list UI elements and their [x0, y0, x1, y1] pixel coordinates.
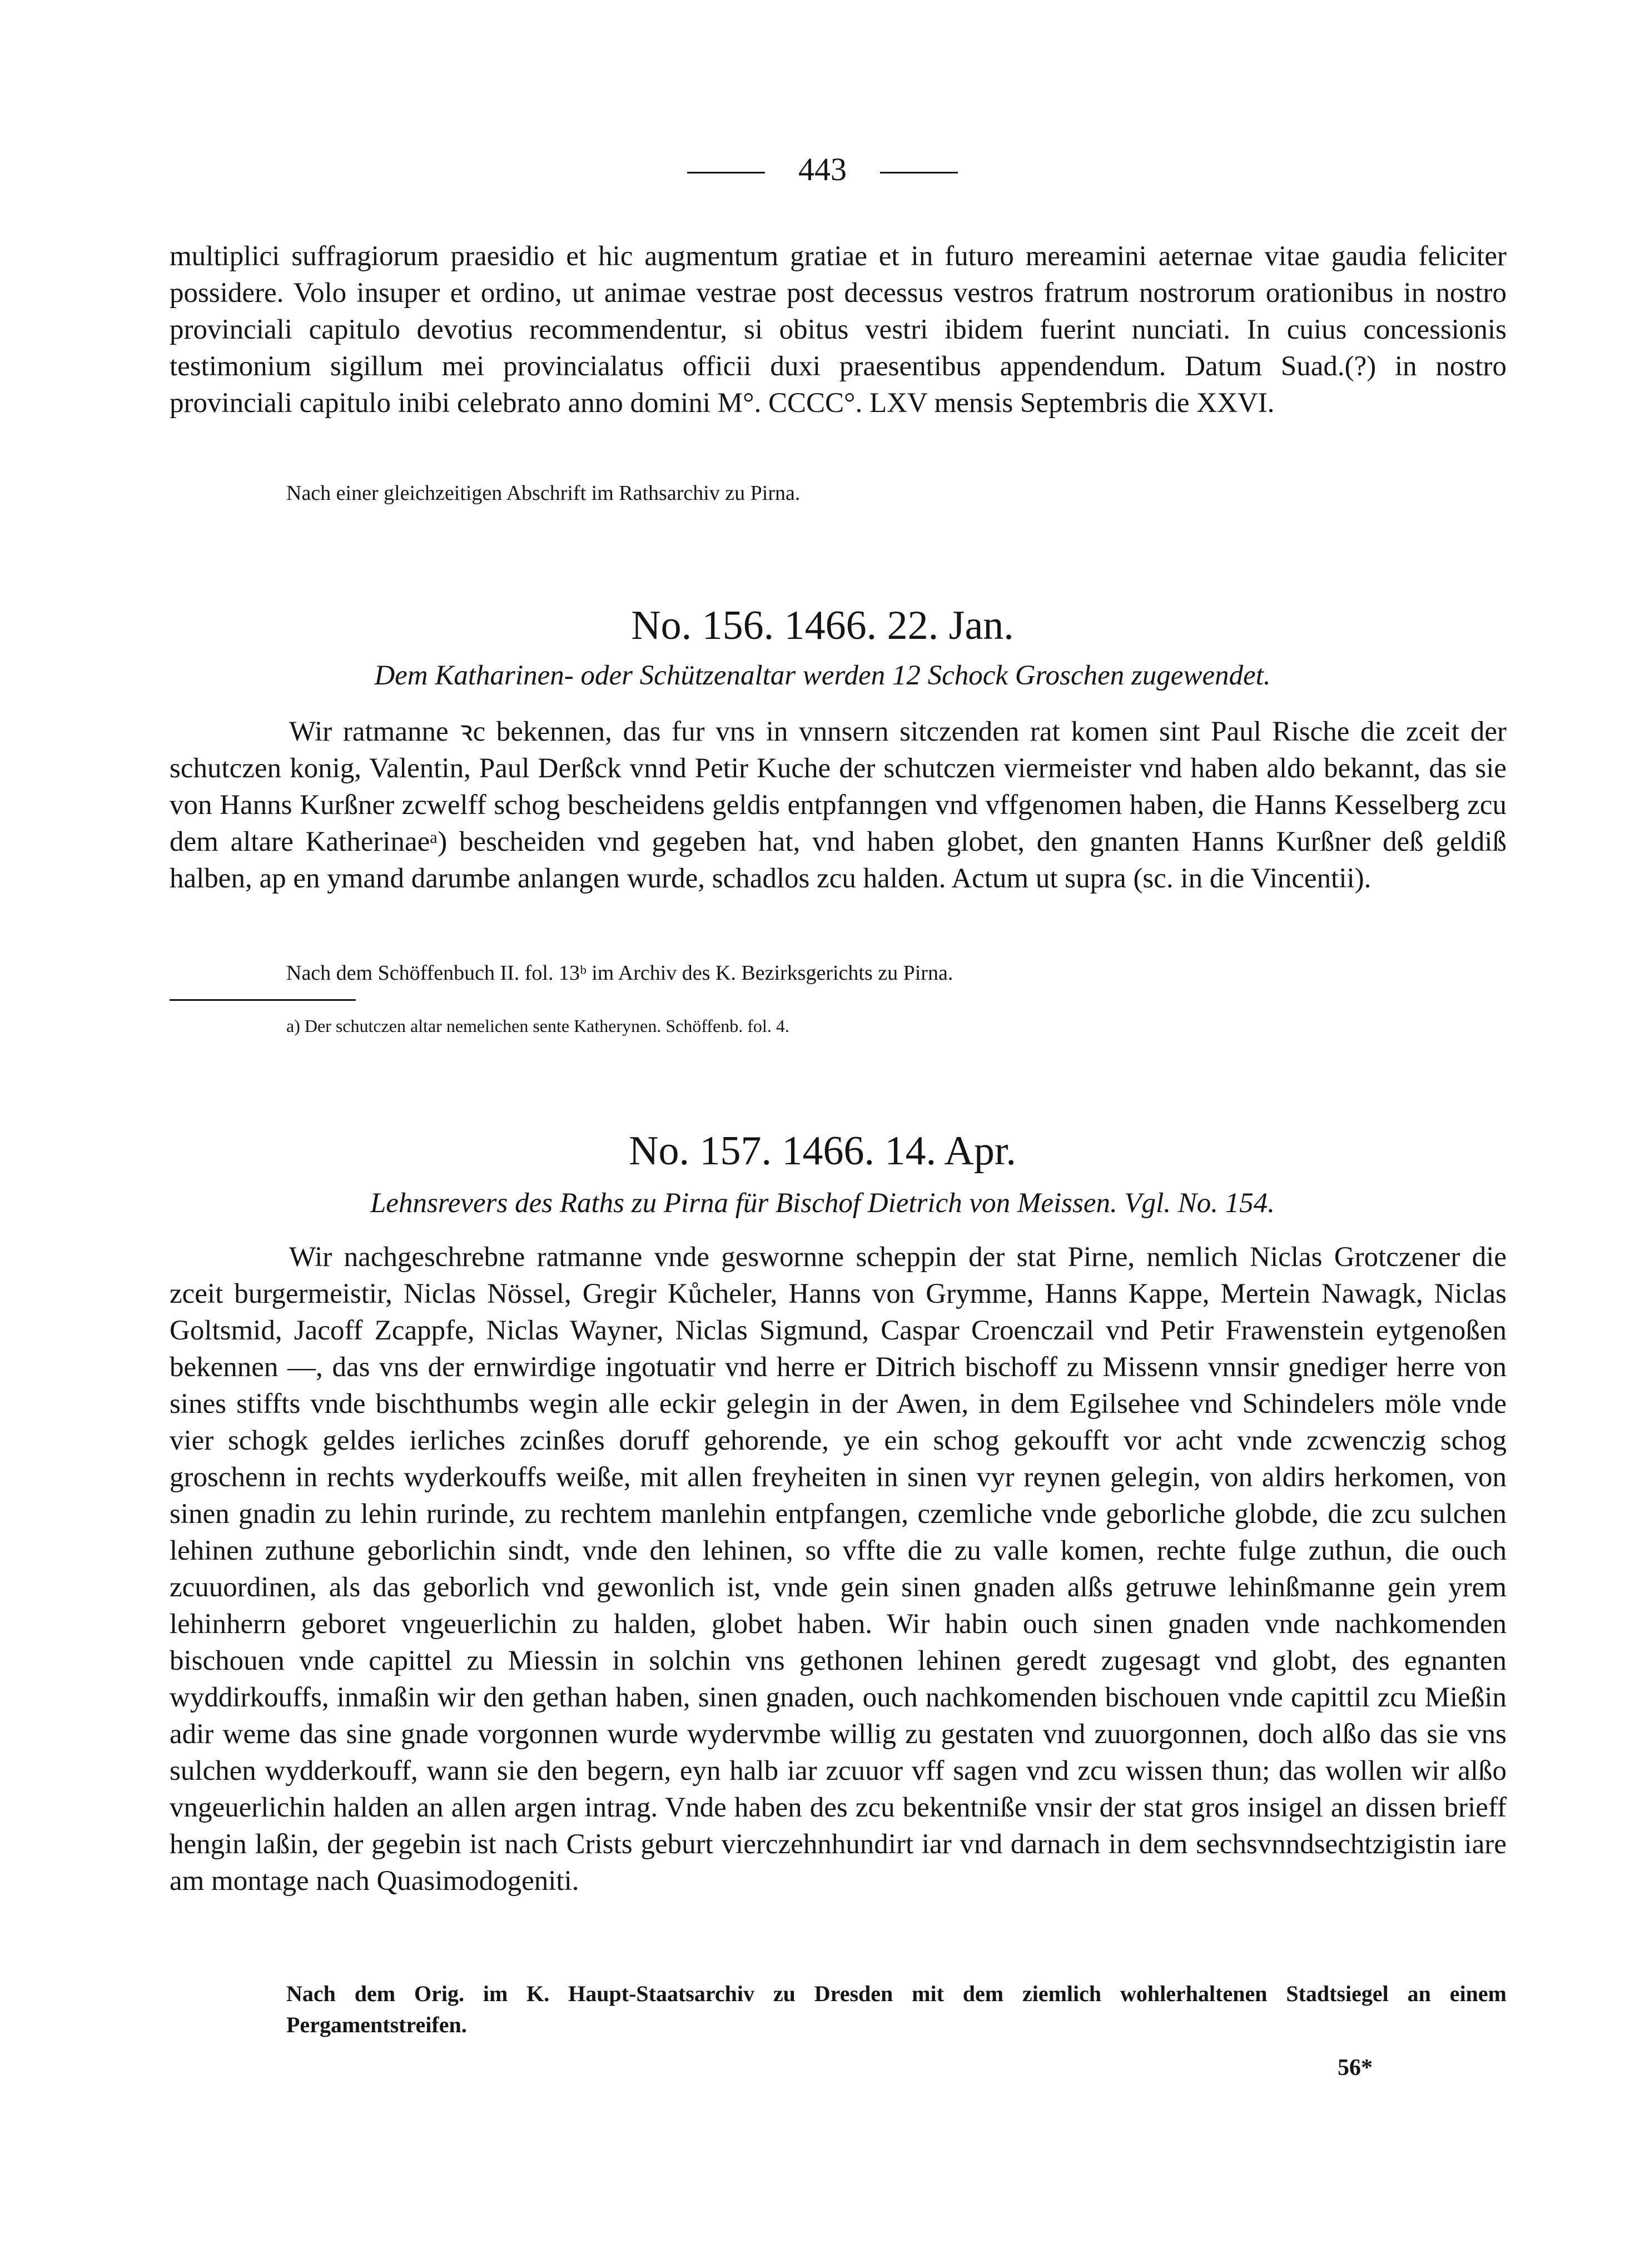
doc156-source: Nach dem Schöffenbuch II. fol. 13ᵇ im Archiv des K. Bezirksgerichts zu Pirna.: [286, 961, 953, 985]
doc156-heading: No. 156. 1466. 22. Jan.: [631, 603, 1014, 648]
header-dash-left: [687, 172, 765, 173]
doc156-subheading: Dem Katharinen- oder Schützenaltar werden 12 Schock Groschen zugewendet.: [374, 660, 1271, 691]
intro-source: Nach einer gleichzeitigen Abschrift im Rathsarchiv zu Pirna.: [286, 482, 801, 505]
doc156-text: Wir ratmanne ꝛc bekennen, das fur vns in vnnsern sitczenden rat komen sint Paul Rische die zceit der schutczen konig, Valentin, Paul Derßck vnnd Petir Kuche der schutczen viermeister vnd haben aldo bekannt, das sie von Hanns Kurßner zcwelff schog bescheidens geldis entpfanngen vnd vffgenomen haben, die Hanns Kesselberg zcu dem altare Katherinaeᵃ) bescheiden vnd gegeben hat, vnd haben globet, den gnanten Hanns Kurßner deß geldiß halben, ap en ymand darumbe anlangen wurde, schadlos zcu halden. Actum ut supra (sc. in die Vincentii).: [170, 716, 1507, 894]
doc157-body-block: [170, 1239, 1507, 1899]
page-header: [0, 153, 1645, 186]
doc156-body-block: [170, 713, 1507, 897]
doc156-source-block: [170, 959, 1507, 987]
signature-mark: 56*: [1338, 2055, 1373, 2081]
intro-source-block: [170, 479, 1507, 507]
footnote-rule: [170, 999, 356, 1001]
doc157-subheading: Lehnsrevers des Raths zu Pirna für Bischof Dietrich von Meissen. Vgl. No. 154.: [370, 1188, 1275, 1219]
intro-text: multiplici suffragiorum praesidio et hic augmentum gratiae et in futuro mereamini aeternae vitae gaudia feliciter possidere. Volo insuper et ordino, ut animae vestrae post decessus vestros fratrum nostrorum orationibus in nostro provinciali capitulo devotius recommendentur, si obitus vestri ibidem fuerint nunciati. In cuius concessionis testimonium sigillum mei provincialatus officii duxi praesentibus appendendum. Datum Suad.(?) in nostro provinciali capitulo inibi celebrato anno domini M°. CCCC°. LXV mensis Septembris die XXVI.: [170, 241, 1507, 419]
intro-block: [170, 238, 1507, 421]
doc157-source: Nach dem Orig. im K. Haupt-Staatsarchiv zu Dresden mit dem ziemlich wohlerhaltenen Stadtsiegel an einem Pergamentstreifen.: [286, 1981, 1507, 2037]
doc157-source-block: [170, 1978, 1507, 2041]
page-number: 443: [798, 151, 847, 187]
header-dash-right: [880, 172, 958, 173]
doc157-text: Wir nachgeschrebne ratmanne vnde geswornne scheppin der stat Pirne, nemlich Niclas Grotczener die zceit burgermeistir, Niclas Nössel, Gregir Kůcheler, Hanns von Grymme, Hanns Kappe, Mertein Nawagk, Niclas Goltsmid, Jacoff Zcappfe, Niclas Wayner, Niclas Sigmund, Caspar Croenczail vnd Petir Frawenstein eytgenoßen bekennen —, das vns der ernwirdige ingotuatir vnd herre er Ditrich bischoff zu Missenn vnnsir gnediger herre von sines stiffts vnde bischthumbs wegin alle eckir gelegin in der Awen, in dem Egilsehee vnd Schindelers möle vnde vier schogk geldes ierliches zcinßes doruff gehorende, ye ein schog gekoufft vor acht vnde zcwenczig schog groschenn in rechts wyderkouffs weiße, mit allen freyheiten in sinen vyr reynen gelegin, von aldirs herkomen, von sinen gnadin zu lehin rurinde, zu rechtem manlehin entpfangen, czemliche vnde geborliche globde, die zcu sulchen lehinen zuthune geborlichin sindt, vnde den lehinen, so vffte die zu valle komen, rechte fulge zuthun, die ouch zcuuordinen, als das geborlich vnd gewonlich ist, vnde gein sinen gnaden alßs getruwe lehinßmanne gein yrem lehinherrn geboret vngeuerlichin zu halden, globet haben. Wir habin ouch sinen gnaden vnde nachkomenden bischouen vnde capittel zu Miessin in solchin vns gethonen lehinen geredt zugesagt vnd globt, des egnanten wyddirkouffs, inmaßin wir den gethan haben, sinen gnaden, ouch nachkomenden bischouen vnde capittil zcu Mießin adir weme das sine gnade vorgonnen wurde wydervmbe willig zu gestaten vnd zuuorgonnen, doch alßo das sie vns sulchen wydderkouff, wann sie den begern, eyn halb iar zcuuor vff sagen vnd zcu wissen thun; das wollen wir alßo vngeuerlichin halden an allen argen intrag. Vnde haben des zcu bekentniße vnsir der stat gros insigel an dissen brieff hengin laßin, der gegebin ist nach Crists geburt vierczehnhundirt iar vnd darnach in dem sechsvnndsechtzigistin iare am montage nach Quasimodogeniti.: [170, 1242, 1507, 1897]
doc157-heading: No. 157. 1466. 14. Apr.: [629, 1128, 1016, 1174]
doc156-footnote: a) Der schutczen altar nemelichen sente Katherynen. Schöffenb. fol. 4.: [286, 1016, 789, 1036]
